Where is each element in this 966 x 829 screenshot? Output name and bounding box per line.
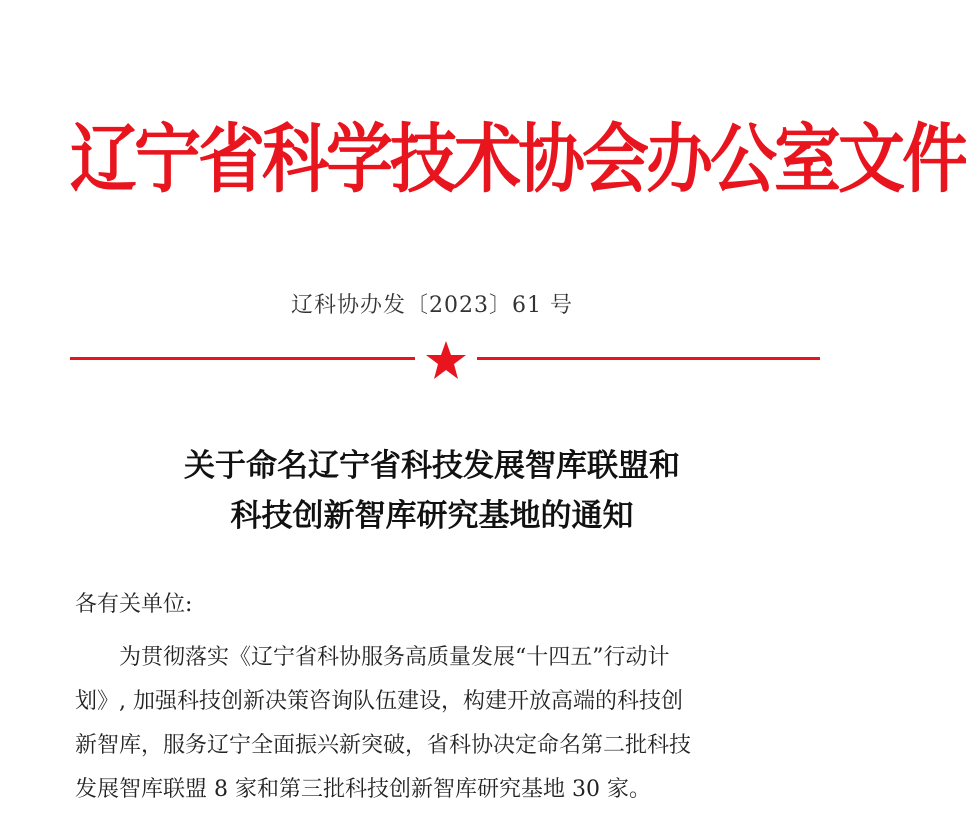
notice-title xyxy=(0,441,864,541)
body-paragraph xyxy=(75,636,825,812)
title-line-1: 关于命名辽宁省科技发展智库联盟和 xyxy=(184,448,680,484)
body-line: 划》, 加强科技创新决策咨询队伍建设，构建开放高端的科技创 xyxy=(75,689,683,714)
red-separator xyxy=(70,340,820,380)
body-line: 为贯彻落实《辽宁省科协服务高质量发展“十四五”行动计 xyxy=(119,645,670,670)
star-icon xyxy=(425,340,467,380)
salutation: 各有关单位: xyxy=(75,592,193,617)
separator-rule-left xyxy=(70,357,415,360)
separator-rule-right xyxy=(477,357,820,360)
body-line: 发展智库联盟 8 家和第三批科技创新智库研究基地 30 家。 xyxy=(75,777,651,802)
document-number: 辽科协办发〔2023〕61 号 xyxy=(291,293,573,318)
title-line-2: 科技创新智库研究基地的通知 xyxy=(230,498,634,534)
body-line: 新智库，服务辽宁全面振兴新突破，省科协决定命名第二批科技 xyxy=(75,733,692,758)
masthead-title: 辽宁省科学技术协会办公室文件 xyxy=(70,115,966,203)
